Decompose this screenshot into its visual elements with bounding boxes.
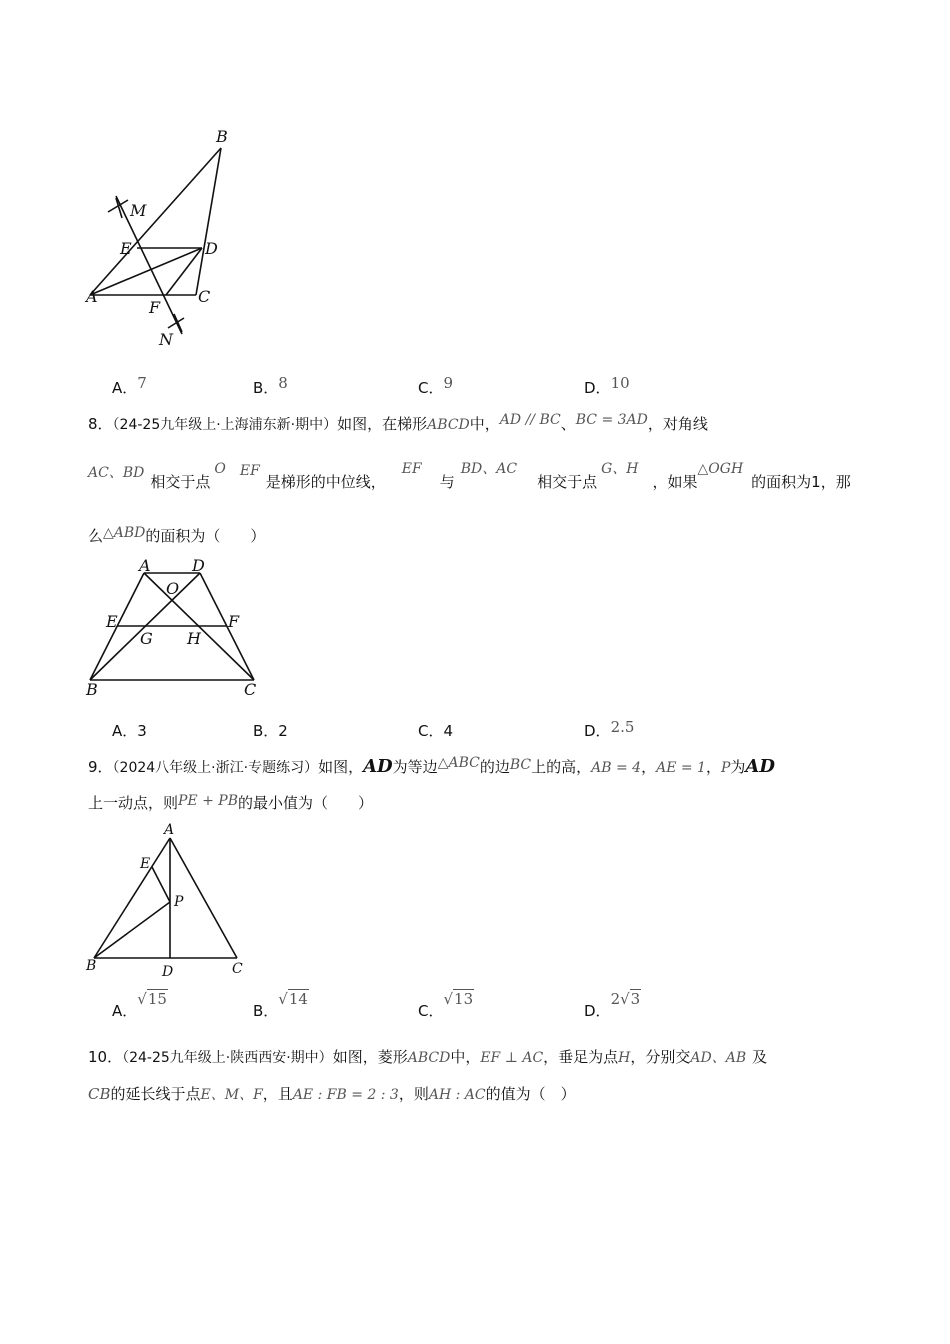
q8-source: （24-25九年级上·上海浦东新·期中）	[112, 417, 338, 433]
label-b: B	[216, 127, 228, 146]
q7-option-a-value: 7	[137, 374, 147, 392]
q9-option-b[interactable]: B．√14	[253, 990, 308, 1020]
q8-option-c[interactable]: C．4	[418, 722, 454, 740]
segment-ab	[90, 148, 221, 295]
q7-option-a[interactable]: A．7	[112, 374, 147, 397]
q8-option-a[interactable]: A．3	[112, 722, 147, 740]
q8-option-b-value: 2	[278, 722, 288, 740]
label-e: E	[140, 856, 151, 872]
q9-option-a-value: √15	[137, 990, 167, 1008]
label-c: C	[198, 287, 211, 306]
label-d: D	[192, 556, 205, 575]
q8-option-c-value: 4	[443, 722, 454, 740]
q10-line-1: 10．（24-25九年级上·陕西西安·期中）如图，菱形ABCD中，EF ⊥ AC，垂足为点H，分别交AD、AB 及	[88, 1048, 768, 1066]
q7-option-b-value: 8	[278, 374, 288, 392]
q9-line-1: 9．（2024八年级上·浙江·专题练习）如图，AD为等边△ABC的边BC上的高，AB = 4，AE = 1，P为AD	[88, 755, 775, 777]
label-a: A	[86, 287, 98, 306]
q8-option-d[interactable]: D．2.5	[584, 718, 635, 740]
label-f: F	[228, 612, 240, 631]
label-c: C	[232, 961, 243, 977]
q8-option-a-value: 3	[137, 722, 147, 740]
label-e: E	[106, 612, 118, 631]
q8-line-3: 么△ABD的面积为（ ）	[88, 525, 266, 545]
q9-line-2: 上一动点，则PE + PB的最小值为（ ）	[88, 793, 374, 812]
label-a: A	[139, 556, 151, 575]
q9-option-c-value: √13	[443, 990, 474, 1008]
q9-option-d-value: 2√3	[610, 990, 641, 1008]
q10-line-2: CB的延长线于点E、M、F，且AE : FB = 2 : 3，则AH : AC的值为（ ）	[88, 1085, 576, 1103]
segment-bc	[196, 148, 221, 295]
label-b: B	[86, 958, 97, 974]
q8-line-1: 8．（24-25九年级上·上海浦东新·期中）如图，在梯形ABCD中，AD // BC、BC = 3AD，对角线	[88, 412, 708, 433]
q9-source: （2024八年级上·浙江·专题练习）	[112, 760, 319, 776]
segment-ab	[94, 838, 170, 958]
label-d: D	[162, 964, 174, 978]
q8-option-b[interactable]: B．2	[253, 722, 288, 740]
label-h: H	[187, 629, 201, 648]
q7-option-d[interactable]: D．10	[584, 374, 630, 397]
q9-option-d[interactable]: D．2√3	[584, 990, 641, 1020]
label-f: F	[149, 298, 161, 317]
label-p: P	[174, 894, 184, 910]
q7-option-b[interactable]: B．8	[253, 374, 288, 397]
q7-option-d-value: 10	[610, 374, 630, 392]
label-e: E	[120, 239, 132, 258]
label-g: G	[140, 629, 153, 648]
label-d: D	[205, 239, 218, 258]
label-m: M	[130, 201, 147, 220]
label-o: O	[166, 579, 180, 598]
q9-option-b-value: √14	[278, 990, 308, 1008]
label-b: B	[86, 680, 98, 699]
q8-line-2: AC、BD 相交于点O EF是梯形的中位线，EF与BD、AC相交于点G、H，如果△OGH的面积为1，那	[88, 461, 851, 491]
segment-ad	[90, 248, 202, 295]
figure-q8	[82, 556, 272, 700]
q7-option-c[interactable]: C．9	[418, 374, 454, 397]
segment-bp	[94, 902, 170, 958]
label-c: C	[244, 680, 257, 699]
label-a: A	[164, 822, 175, 838]
q10-source: （24-25九年级上·陕西西安·期中）	[122, 1050, 333, 1066]
q9-option-a[interactable]: A．√15	[112, 990, 167, 1020]
q8-option-d-value: 2.5	[610, 718, 635, 736]
figure-q9	[82, 820, 252, 978]
figure-q7	[80, 120, 240, 360]
segment-ep	[152, 867, 170, 902]
label-n: N	[159, 330, 173, 349]
q9-option-c[interactable]: C．√13	[418, 990, 474, 1020]
q7-option-c-value: 9	[443, 374, 454, 392]
